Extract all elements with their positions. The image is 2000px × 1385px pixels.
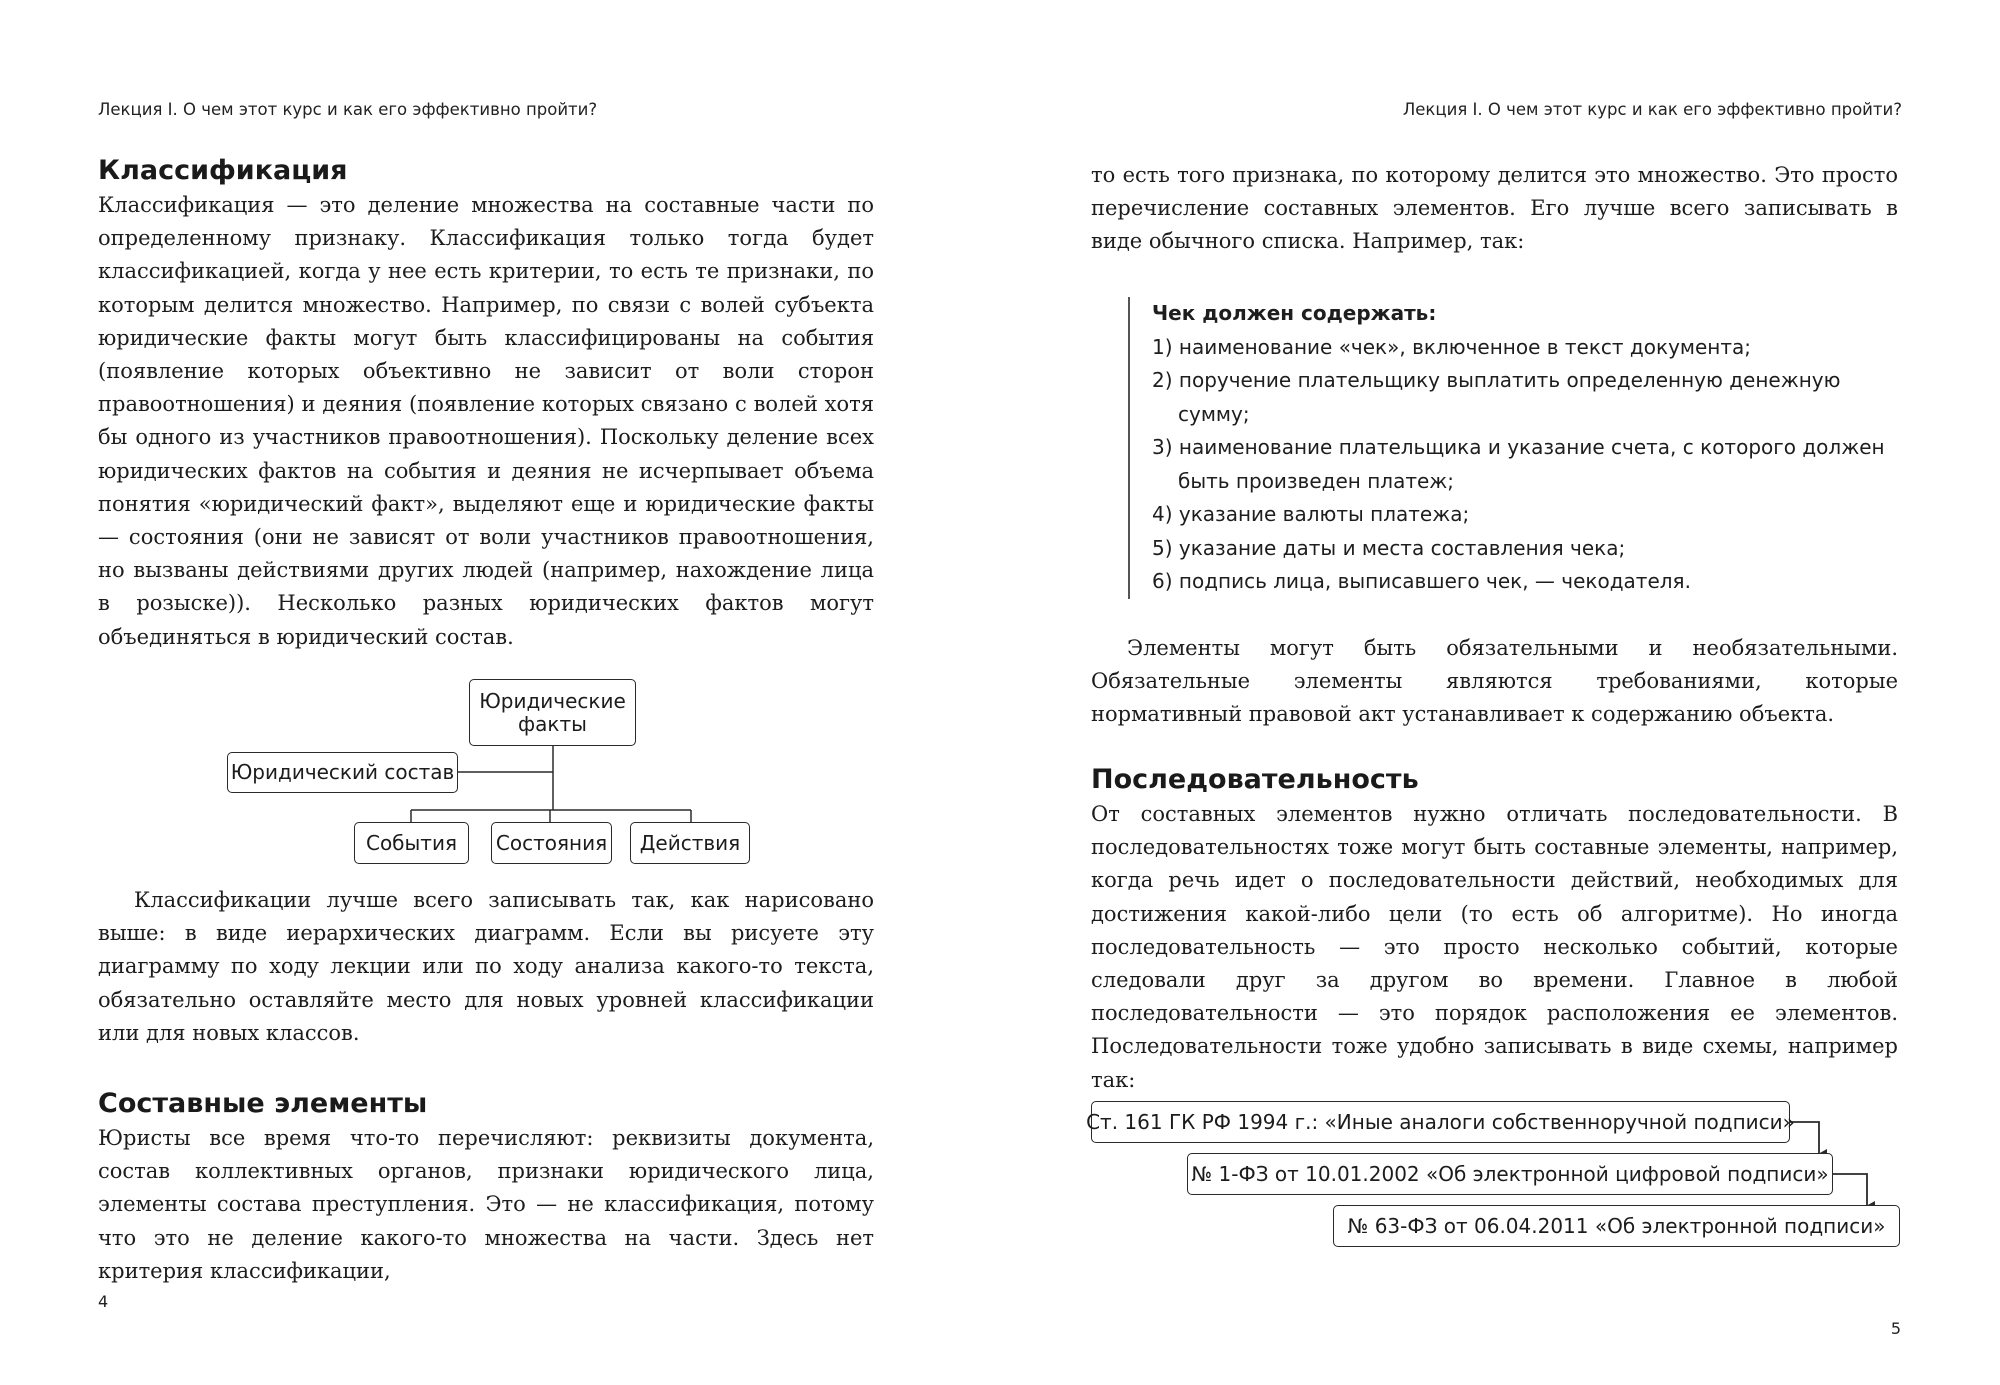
running-header: Лекция I. О чем этот курс и как его эффективно пройти? (1402, 100, 1902, 119)
section-heading: Классификация (98, 155, 348, 186)
diagram-node-child: Действия (630, 822, 750, 864)
page-number: 4 (98, 1292, 109, 1311)
sequence-arrow (1833, 1174, 1867, 1206)
check-list-item: 2) поручение плательщику выплатить определенную денежную сумму; (1152, 368, 1841, 426)
sequence-box: № 63-ФЗ от 06.04.2011 «Об электронной подписи» (1333, 1205, 1900, 1247)
paragraph: Классификация — это деление множества на составные части по определенному признаку. Классификация только тогда будет классификацией, когда у нее есть критерии, то есть те признаки, по которым делится множество. Например, по связи с волей субъекта юридические факты могут быть классифицированы на события (появление которых объективно не зависит от воли сторон правоотношения) и деяния (появление которых связано с волей хотя бы одного из участников правоотношения). Поскольку деление всех юридических фактов на события и деяния не исчерпывает объема понятия «юридический факт», выделяют еще и юридические факты — состояния (они не зависят от воли участников правоотношения, но вызваны действиями других людей (например, нахождение лица в розыске)). Несколько разных юридических фактов могут объединяться в юридический состав. (98, 193, 874, 649)
paragraph: От составных элементов нужно отличать последовательности. В последовательностях тоже могут быть составные элементы, например, когда речь идет о последовательности действий, необходимых для достижения какой-либо цели (то есть об алгоритме). Но иногда последовательность — это просто несколько событий, которые следовали друг за другом во времени. Главное в любой последовательности — это порядок расположения ее элементов. Последовательности тоже удобно записывать в виде схемы, например так: (1091, 802, 1898, 1092)
running-header: Лекция I. О чем этот курс и как его эффективно пройти? (98, 100, 598, 119)
sequence-box: № 1-ФЗ от 10.01.2002 «Об электронной цифровой подписи» (1187, 1153, 1833, 1195)
paragraph: то есть того признака, по которому делится это множество. Это просто перечисление составных элементов. Его лучше всего записывать в виде обычного списка. Например, так: (1091, 163, 1898, 254)
diagram-node-root: Юридические факты (469, 679, 636, 746)
check-list-item: 5) указание даты и места составления чека; (1152, 535, 1626, 560)
sequence-box: Ст. 161 ГК РФ 1994 г.: «Иные аналоги собственноручной подписи» (1091, 1101, 1790, 1143)
paragraph: Юристы все время что-то перечисляют: реквизиты документа, состав коллективных органов, признаки юридического лица, элементы состава преступления. Это — не классификация, потому что это не деление какого-то множества на части. Здесь нет критерия классификации, (98, 1126, 874, 1283)
diagram-node-side: Юридический состав (227, 752, 458, 793)
section-heading: Последовательность (1091, 764, 1419, 795)
diagram-node-child: События (354, 822, 469, 864)
check-list-heading: Чек должен содержать: (1152, 301, 1437, 325)
page-number: 5 (1890, 1319, 1901, 1338)
check-list-item: 6) подпись лица, выписавшего чек, — чекодателя. (1152, 569, 1691, 593)
paragraph: Классификации лучше всего записывать так, как нарисовано выше: в виде иерархических диаграмм. Если вы рисуете эту диаграмму по ходу лекции или по ходу анализа какого-то текста, обязательно оставляйте место для новых уровней классификации или для новых классов. (98, 888, 874, 1045)
check-list-item: 3) наименование плательщика и указание счета, с которого должен быть произведен платеж; (1152, 435, 1885, 493)
diagram-node-child: Состояния (491, 822, 612, 864)
section-heading: Составные элементы (98, 1088, 428, 1119)
check-list-item: 1) наименование «чек», включенное в текст документа; (1152, 334, 1752, 359)
paragraph: Элементы могут быть обязательными и необязательными. Обязательные элементы являются требованиями, которые нормативный правовой акт устанавливает к содержанию объекта. (1091, 636, 1898, 727)
check-list-item: 4) указание валюты платежа; (1152, 502, 1470, 526)
